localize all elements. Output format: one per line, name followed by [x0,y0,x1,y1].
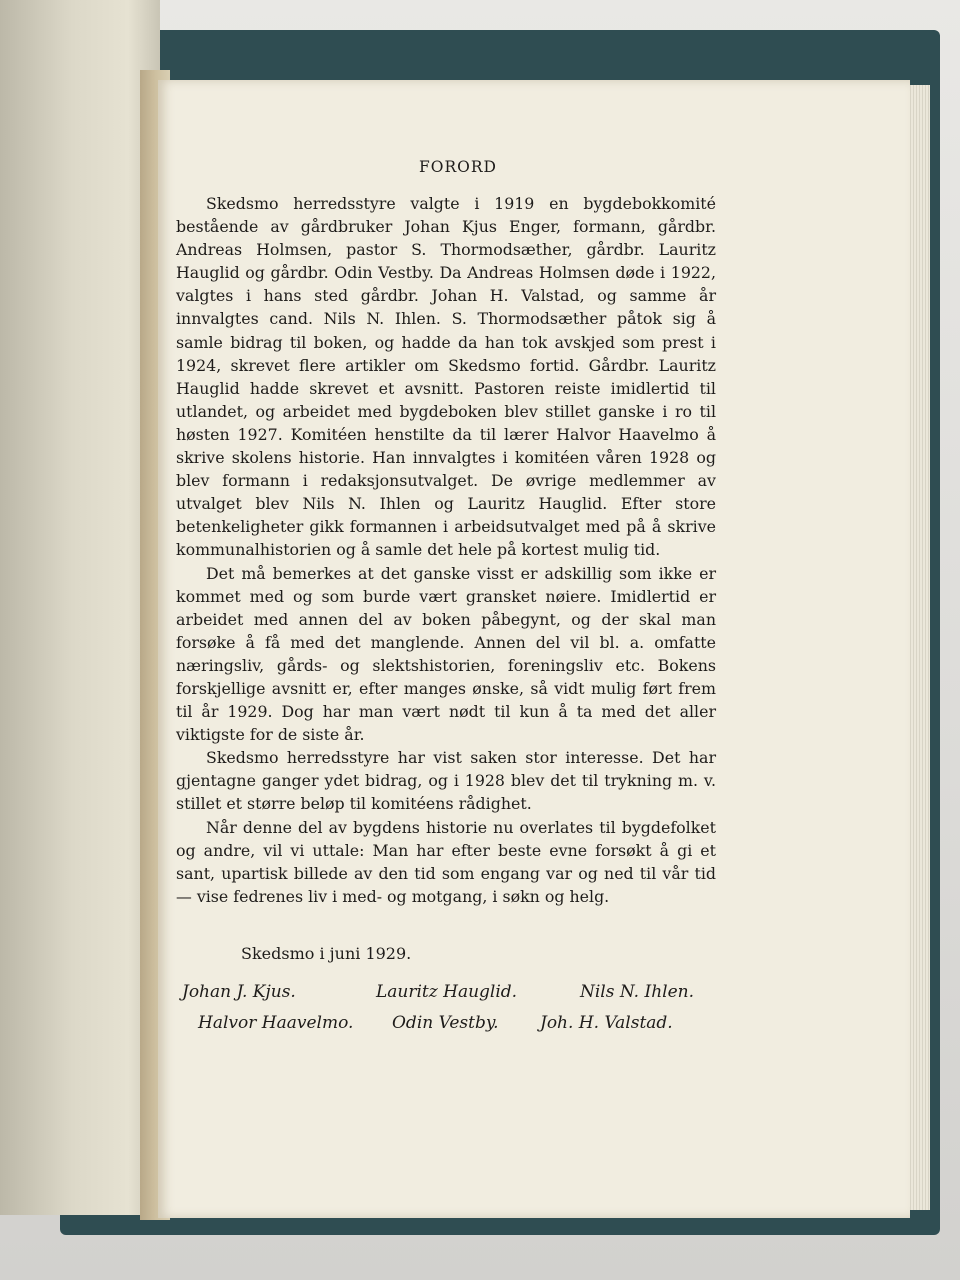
paragraph-2: Det må bemerkes at det ganske visst er adskillig som ikke er kommet med og som burde vært gransket nøiere. Imidlertid er arbeidet med annen del av boken påbegynt, og der skal man forsøke å få med det manglende. Annen del vil bl. a. omfatte næringsliv, gårds- og slektshistorien, foreningsliv etc. Bokens forskjellige avsnitt er, efter manges ønske, så vidt mulig ført frem til år 1929. Dog har man vært nødt til kun å ta med det aller viktigste for de siste år. [176,563,716,745]
paragraph-4: Når denne del av bygdens historie nu overlates til bygdefolket og andre, vil vi uttale: Man har efter beste evne forsøkt å gi et sant, upartisk billede av den tid som engang var og ned til vår tid — vise fedrenes liv i med- og motgang, i søkn og helg. [176,817,716,906]
signature-ihlen: Nils N. Ihlen. [580,982,694,1002]
paragraph-1: Skedsmo herredsstyre valgte i 1919 en bygdebokkomité bestående av gårdbruker Johan Kjus Enger, formann, gårdbr. Andreas Holmsen, pastor S. Thormodsæther, gårdbr. Lauritz Hauglid og gårdbr. Odin Vestby. Da Andreas Holmsen døde i 1922, valgtes i hans sted gårdbr. Johan H. Valstad, og samme år innvalgtes cand. Nils N. Ihlen. S. Thormodsæther påtok sig å samle bidrag til boken, og hadde da han tok avskjed som prest i 1924, skrevet flere artikler om Skedsmo fortid. Gårdbr. Lauritz Hauglid hadde skrevet et avsnitt. Pastoren reiste imidlertid til utlandet, og arbeidet med bygdeboken blev stillet ganske i ro til høsten 1927. Komitéen henstilte da til lærer Halvor Haavelmo å skrive skolens historie. Han innvalgtes i komitéen våren 1928 og blev formann i redaksjonsutvalget. De øvrige medlemmer av utvalget blev Nils N. Ihlen og Lauritz Hauglid. Efter store betenkeligheter gikk formannen i arbeidsutvalget med på å skrive kommunalhistorien og å samle det hele på kortest mulig tid. [176,194,716,560]
paragraph-3: Skedsmo herredsstyre har vist saken stor interesse. Det har gjentagne ganger ydet bidrag, og i 1928 blev det til trykning m. v. stillet et større beløp til komitéens rådighet. [176,748,716,814]
signature-haavelmo: Halvor Haavelmo. [198,1013,354,1033]
signature-hauglid: Lauritz Hauglid. [376,982,518,1002]
foreword-body [176,192,716,908]
signature-kjus: Johan J. Kjus. [182,982,296,1002]
signature-valstad: Joh. H. Valstad. [540,1013,673,1033]
left-page [0,0,160,1215]
page-edges [908,85,930,1210]
place-date: Skedsmo i juni 1929. [241,944,412,963]
page-title: FORORD [419,158,497,176]
right-page [158,80,910,1218]
signature-vestby: Odin Vestby. [392,1013,499,1033]
